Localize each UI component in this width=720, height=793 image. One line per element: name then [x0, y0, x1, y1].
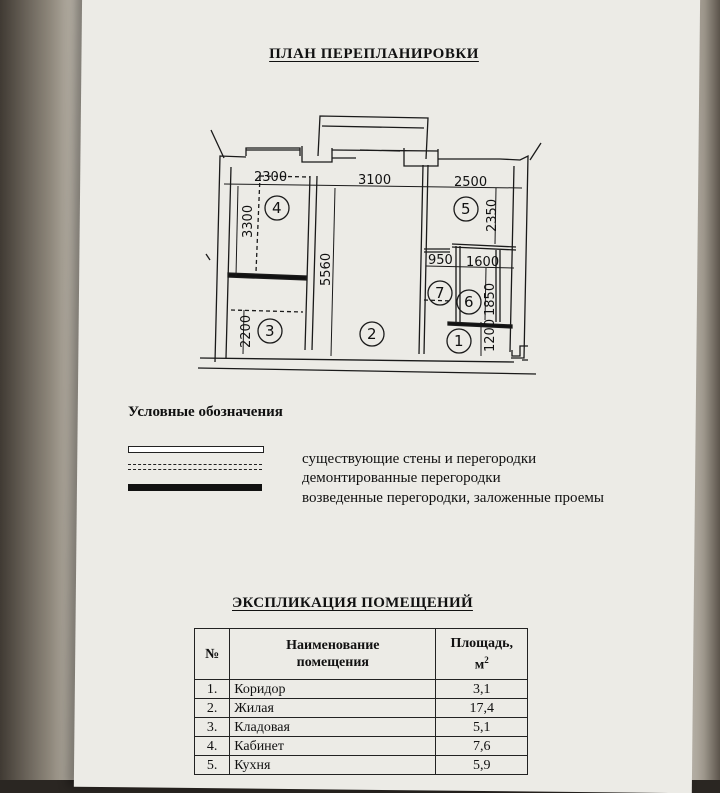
table-row [195, 699, 528, 718]
room-marker-7 [428, 281, 452, 305]
row-number: 4. [195, 737, 230, 756]
header-area-sup: 2 [484, 654, 489, 665]
legend-symbol-new-partitions [128, 484, 262, 491]
header-area [436, 629, 528, 680]
plan-title: ПЛАН ПЕРЕПЛАНИРОВКИ [269, 46, 479, 62]
room-marker-2 [360, 322, 384, 346]
table-row [195, 680, 528, 699]
row-number: 1. [195, 680, 230, 699]
header-number: № [195, 629, 230, 680]
row-number: 2. [195, 699, 230, 718]
row-name: Кабинет [230, 737, 436, 756]
room-marker-1 [447, 329, 471, 353]
legend-label-new: возведенные перегородки, заложенные проемы [302, 490, 604, 506]
explication-table [194, 628, 528, 775]
table-row [195, 756, 528, 775]
row-area: 7,6 [436, 737, 528, 756]
explication-title: ЭКСПЛИКАЦИЯ ПОМЕЩЕНИЙ [232, 595, 473, 611]
dim-2350: 2350 [485, 198, 500, 232]
dim-1200: 1200 [483, 318, 498, 352]
dim-1850: 1850 [483, 282, 498, 316]
svg-text:4: 4 [272, 199, 282, 217]
row-name: Жилая [230, 699, 436, 718]
row-area: 5,1 [436, 718, 528, 737]
svg-text:5: 5 [461, 200, 471, 218]
svg-text:2: 2 [367, 325, 377, 343]
row-area: 17,4 [436, 699, 528, 718]
dim-2500: 2500 [454, 175, 488, 190]
row-number: 5. [195, 756, 230, 775]
dim-2300: 2300 [254, 170, 288, 185]
header-area-line1: Площадь, [450, 635, 513, 651]
header-name [230, 629, 436, 680]
dim-3100: 3100 [358, 173, 392, 188]
header-name-line2: помещения [296, 655, 369, 670]
dim-950: 950 [428, 253, 453, 268]
legend-label-existing: существующие стены и перегородки [302, 451, 537, 467]
row-number: 3. [195, 718, 230, 737]
table-row [195, 737, 528, 756]
room-marker-3 [258, 319, 282, 343]
room-markers [258, 196, 481, 353]
svg-text:3: 3 [265, 322, 275, 340]
row-area: 5,9 [436, 756, 528, 775]
row-name: Кладовая [230, 718, 436, 737]
header-name-line1: Наименование [286, 638, 380, 653]
row-name: Кухня [230, 756, 436, 775]
svg-text:6: 6 [464, 293, 474, 311]
table-header-row [195, 629, 528, 680]
legend-label-demolished: демонтированные перегородки [302, 470, 501, 486]
room-marker-5 [454, 197, 478, 221]
header-area-line2: м [474, 657, 485, 673]
svg-text:1: 1 [454, 332, 464, 350]
row-name: Коридор [230, 680, 436, 699]
legend-symbol-demolished [128, 464, 262, 470]
dim-1600: 1600 [466, 255, 500, 270]
room-marker-4 [265, 196, 289, 220]
dim-5560: 5560 [319, 252, 334, 286]
dim-2200: 2200 [239, 314, 254, 348]
legend-symbol-existing-walls [128, 446, 264, 453]
table-row [195, 718, 528, 737]
dim-3300: 3300 [241, 204, 256, 238]
legend-heading: Условные обозначения [128, 404, 283, 420]
svg-text:7: 7 [435, 284, 445, 302]
row-area: 3,1 [436, 680, 528, 699]
